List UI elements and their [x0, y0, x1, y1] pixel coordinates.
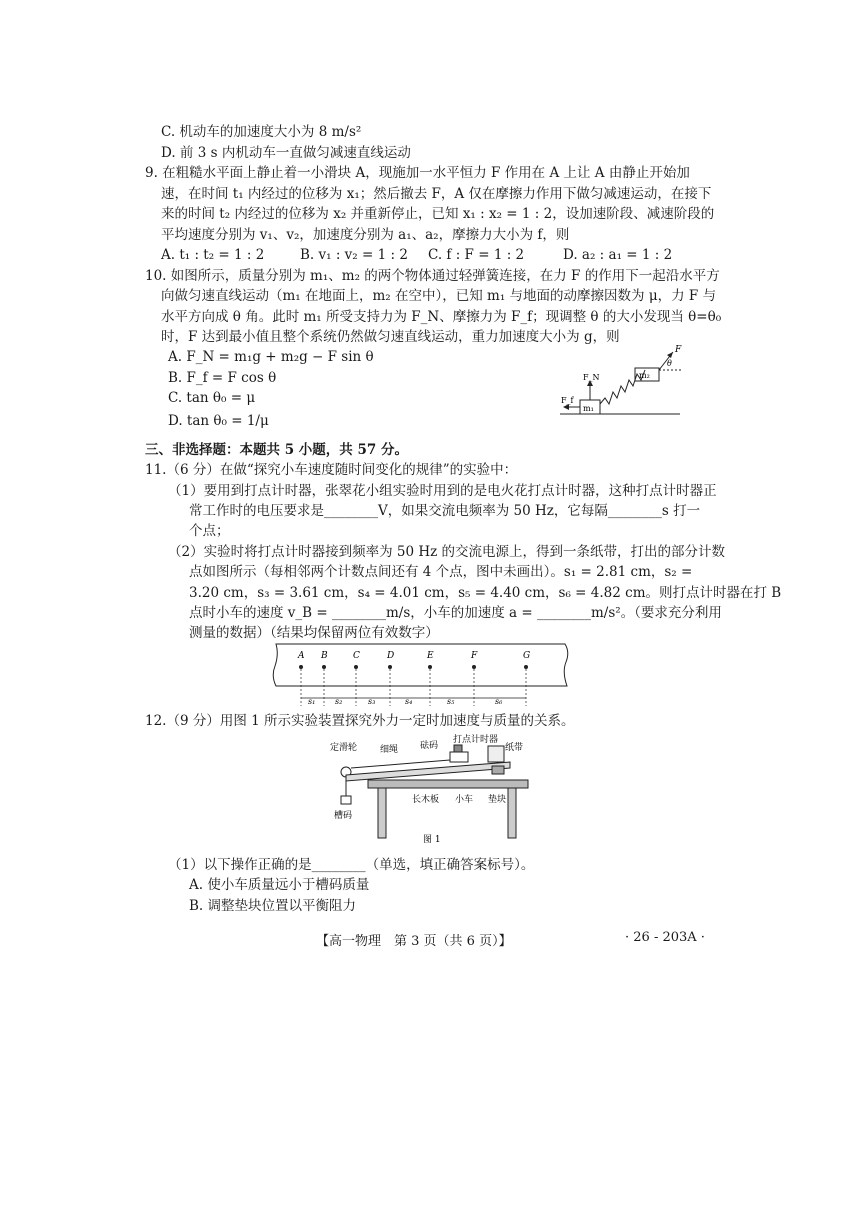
label-string: 细绳 — [380, 745, 399, 755]
label-hook: 槽码 — [334, 811, 353, 821]
label-weight: 砝码 — [420, 741, 439, 751]
q10-option-a: A. F_N = m₁g + m₂g − F sin θ — [168, 349, 374, 365]
table-top — [368, 780, 528, 788]
q9-stem-line4: 平均速度分别为 v₁、v₂，加速度分别为 a₁、a₂，摩擦力大小为 f，则 — [161, 227, 570, 243]
label-board: 长木板 — [412, 795, 440, 805]
q9-stem-line2: 速，在时间 t₁ 内经过的位移为 x₁；然后撤去 F，A 仅在摩擦力作用下做匀减速运动，在接下 — [161, 186, 712, 202]
pad-block — [492, 766, 504, 774]
label-block: 垫块 — [488, 795, 507, 805]
q10-option-d: D. tan θ₀ = 1/μ — [168, 413, 269, 429]
theta-label: θ — [667, 359, 672, 368]
q10-stem-line4: 时，F 达到最小值且整个系统仍然做匀速直线运动，重力加速度大小为 g，则 — [161, 329, 620, 345]
tape-dot-g — [524, 665, 528, 669]
fn-label: F_N — [583, 373, 600, 382]
footer-code: · 26 - 203A · — [625, 930, 705, 945]
q12-apparatus-figure — [328, 730, 538, 848]
tape-dot-d — [388, 665, 392, 669]
q12-title: 12.（9 分）用图 1 所示实验装置探究外力一定时加速度与质量的关系。 — [145, 713, 575, 729]
q9-option-d: D. a₂ : a₁ = 1 : 2 — [563, 247, 673, 263]
table-leg-right — [508, 788, 516, 838]
tape-label-g: G — [523, 651, 531, 661]
q12-part1: （1）以下操作正确的是________（单选，填正确答案标号）。 — [168, 857, 535, 873]
q9-option-b: B. v₁ : v₂ = 1 : 2 — [300, 247, 408, 263]
q10-stem-line3: 水平方向成 θ 角。此时 m₁ 所受支持力为 F_N、摩擦力为 F_f；现调整 θ 的大小发现当 θ=θ₀ — [161, 309, 722, 325]
q9-option-c: C. f : F = 1 : 2 — [428, 247, 525, 263]
tape-points — [297, 651, 530, 669]
label-pulley: 定滑轮 — [330, 743, 358, 753]
q11-part2-line4: 点时小车的速度 v_B = ________m/s，小车的加速度 a = ________m/s²。（要求充分利用 — [189, 605, 722, 621]
string — [351, 760, 450, 768]
q11-part1-line3: 个点； — [189, 523, 230, 539]
tape-label-e: E — [427, 651, 434, 661]
long-board — [346, 762, 510, 781]
tape-label-f: F — [471, 651, 478, 661]
q9-option-a: A. t₁ : t₂ = 1 : 2 — [161, 247, 265, 263]
q10-stem-line1: 10. 如图所示，质量分别为 m₁、m₂ 的两个物体通过轻弹簧连接，在力 F 的作用下一起沿水平方 — [145, 268, 720, 284]
q10-option-b: B. F_f = F cos θ — [168, 370, 277, 386]
m2-label: m₂ — [639, 371, 650, 380]
tape-label-b: B — [321, 651, 328, 661]
weight-block — [454, 745, 462, 752]
q11-part2-line3: 3.20 cm，s₃ = 3.61 cm，s₄ = 4.01 cm，s₅ = 4.40 cm，s₆ = 4.82 cm。则打点计时器在打 B — [189, 585, 782, 601]
m1-label: m₁ — [583, 404, 594, 413]
tape-dot-a — [299, 665, 303, 669]
q11-part1-line1: （1）要用到打点计时器，张翠花小组实验时用到的是电火花打点计时器，这种打点计时器正 — [168, 483, 717, 499]
q9-stem-line3: 来的时间 t₂ 内经过的位移为 x₂ 并重新停止，已知 x₁ : x₂ = 1 : 2，设加速阶段、减速阶段的 — [161, 206, 715, 222]
timer-device — [488, 746, 504, 762]
segment-label-s5: s₅ — [447, 697, 455, 706]
q9-stem-line1: 9. 在粗糙水平面上静止着一小滑块 A，现施加一水平恒力 F 作用在 A 上让 A 由静止开始加 — [145, 165, 690, 181]
label-cart: 小车 — [455, 795, 474, 805]
q11-title: 11.（6 分）在做“探究小车速度随时间变化的规律”的实验中： — [145, 462, 518, 478]
q10-figure — [555, 340, 690, 420]
figure-caption: 图 1 — [423, 835, 441, 845]
label-timer: 打点计时器 — [453, 735, 499, 745]
q8-option-d: D. 前 3 s 内机动车一直做匀减速直线运动 — [161, 145, 411, 161]
tape-dot-b — [322, 665, 326, 669]
q11-part1-line2: 常工作时的电压要求是________V，如果交流电频率为 50 Hz，它每隔________s 打一 — [189, 503, 701, 519]
segment-label-s3: s₃ — [368, 697, 376, 706]
tape-label-a: A — [298, 651, 305, 661]
q10-stem-line2: 向做匀速直线运动（m₁ 在地面上，m₂ 在空中），已知 m₁ 与地面的动摩擦因数为 μ，力 F 与 — [161, 288, 717, 304]
tape-label-c: C — [353, 651, 360, 661]
footer-page-info: 【高一物理 第 3 页（共 6 页）】 — [316, 934, 512, 949]
ff-label: F_f — [561, 396, 574, 405]
tape-dot-c — [354, 665, 358, 669]
segment-label-s4: s₄ — [405, 697, 413, 706]
section-heading: 三、非选择题：本题共 5 小题，共 57 分。 — [145, 442, 408, 458]
segment-label-s1: s₁ — [308, 697, 316, 706]
q8-option-c: C. 机动车的加速度大小为 8 m/s² — [161, 124, 362, 140]
q11-part2-line2: 点如图所示（每相邻两个计数点间还有 4 个点，图中未画出）。s₁ = 2.81 cm，s₂ = — [189, 564, 693, 580]
q11-part2-line1: （2）实验时将打点计时器接到频率为 50 Hz 的交流电源上，得到一条纸带，打出的部分计数 — [168, 544, 726, 560]
table-leg-left — [378, 788, 386, 838]
tape-dot-e — [428, 665, 432, 669]
label-tape: 纸带 — [505, 743, 524, 753]
tape-dot-f — [472, 665, 476, 669]
q12-option-b: B. 调整垫块位置以平衡阻力 — [189, 898, 357, 914]
segment-label-s2: s₂ — [335, 697, 343, 706]
hook-weights — [341, 796, 351, 804]
segment-label-s6: s₆ — [495, 697, 503, 706]
paper-tape-figure — [268, 640, 573, 715]
q11-part2-line5: 测量的数据）（结果均保留两位有效数字） — [189, 625, 439, 641]
cart — [450, 752, 468, 762]
q10-option-c: C. tan θ₀ = μ — [168, 390, 256, 406]
q12-option-a: A. 使小车质量远小于槽码质量 — [189, 877, 370, 893]
tape-label-d: D — [387, 651, 395, 661]
force-f-label: F — [675, 345, 682, 355]
